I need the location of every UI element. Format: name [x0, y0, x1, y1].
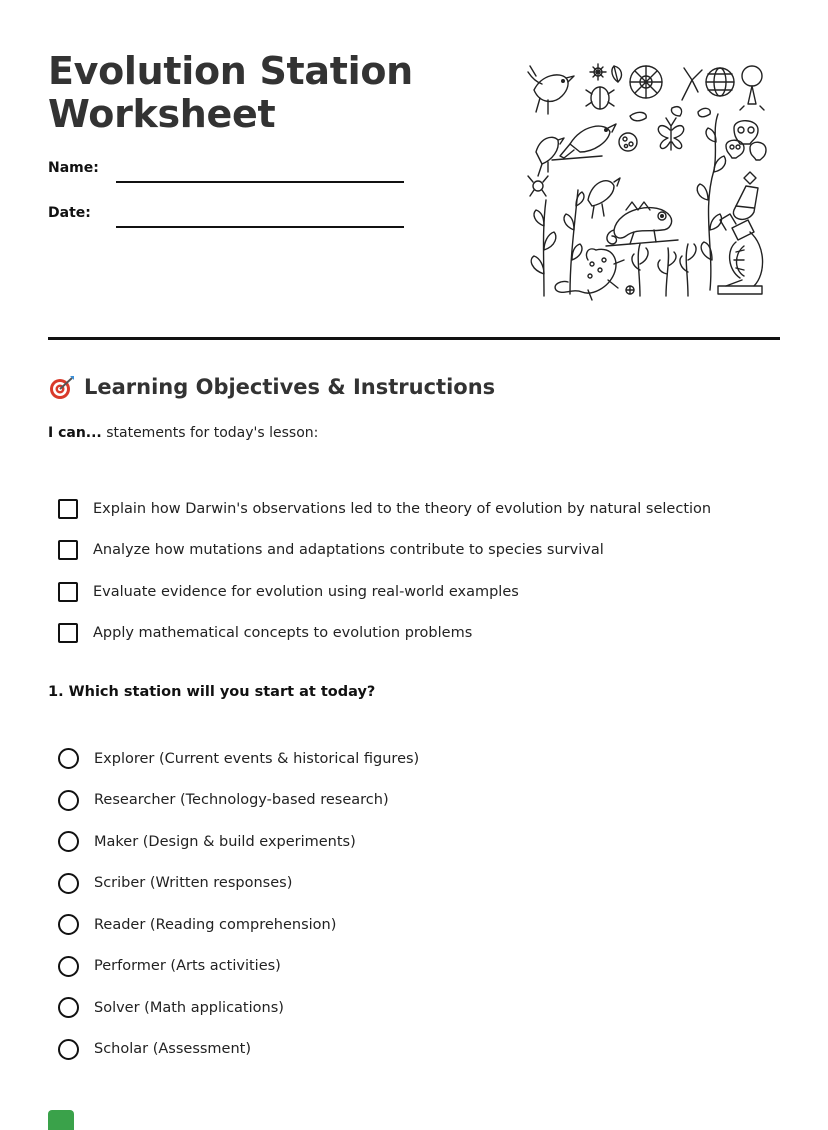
- station-option-label: Maker (Design & build experiments): [94, 833, 356, 850]
- station-radio[interactable]: [58, 914, 79, 935]
- skull-icon: [726, 121, 766, 160]
- date-label: Date:: [48, 205, 91, 221]
- seed-icon: [619, 133, 637, 151]
- name-label: Name:: [48, 160, 99, 176]
- station-option-label: Solver (Math applications): [94, 999, 284, 1016]
- objectives-heading: [48, 374, 495, 400]
- magnifier-icon: [740, 66, 764, 110]
- station-radio[interactable]: [58, 873, 79, 894]
- cell-icon: [630, 66, 662, 98]
- chameleon-icon: [606, 202, 678, 246]
- station-option: [58, 1029, 419, 1071]
- butterfly-icon: [658, 118, 683, 150]
- evolution-illustration: [522, 60, 770, 302]
- station-option: [58, 946, 419, 988]
- objective-text: Analyze how mutations and adaptations contribute to species survival: [93, 542, 604, 559]
- question-1-label: 1. Which station will you start at today?: [48, 684, 376, 700]
- objective-item: [58, 488, 711, 530]
- station-option: [58, 863, 419, 905]
- intro-rest: statements for today's lesson:: [101, 425, 319, 441]
- beetle-icon: [586, 87, 614, 109]
- station-option: [58, 780, 419, 822]
- date-field[interactable]: [116, 226, 404, 228]
- objective-checkbox[interactable]: [58, 623, 78, 643]
- objective-item: [58, 571, 711, 613]
- station-radio[interactable]: [58, 790, 79, 811]
- objective-text: Evaluate evidence for evolution using real-world examples: [93, 583, 519, 600]
- lizard-icon: [555, 249, 624, 300]
- objective-item: [58, 530, 711, 572]
- station-option: [58, 738, 419, 780]
- name-field[interactable]: [116, 181, 404, 183]
- station-radio[interactable]: [58, 956, 79, 977]
- objectives-checklist: [58, 488, 711, 654]
- bird-icon: [588, 178, 620, 218]
- objective-text: Apply mathematical concepts to evolution problems: [93, 625, 473, 642]
- station-option-label: Researcher (Technology-based research): [94, 792, 389, 809]
- station-option-label: Reader (Reading comprehension): [94, 916, 337, 933]
- insect-icon: [528, 176, 548, 196]
- phylogeny-icon: [682, 68, 702, 100]
- station-option: [58, 904, 419, 946]
- objective-checkbox[interactable]: [58, 499, 78, 519]
- objectives-heading-text: Learning Objectives & Instructions: [84, 375, 496, 399]
- station-radio[interactable]: [58, 1039, 79, 1060]
- book-icon: [48, 1110, 74, 1130]
- station-option-label: Explorer (Current events & historical figures): [94, 750, 420, 767]
- objective-checkbox[interactable]: [58, 582, 78, 602]
- microscope-icon: [718, 214, 763, 294]
- vine-icon: [697, 114, 725, 290]
- flower-icon: [590, 64, 606, 80]
- page-title: Evolution Station Worksheet: [48, 49, 413, 136]
- intro-text: [48, 425, 318, 441]
- station-option: [58, 821, 419, 863]
- grass-icon: [626, 244, 696, 296]
- station-option-label: Scriber (Written responses): [94, 875, 293, 892]
- intro-bold: I can...: [48, 425, 102, 441]
- next-section-heading: [48, 1110, 74, 1130]
- bird-icon: [528, 66, 574, 114]
- station-options: [58, 738, 419, 1070]
- station-radio[interactable]: [58, 831, 79, 852]
- target-icon: [48, 374, 76, 400]
- objective-checkbox[interactable]: [58, 540, 78, 560]
- plant-icon: [531, 190, 584, 296]
- station-radio[interactable]: [58, 748, 79, 769]
- globe-icon: [706, 68, 734, 96]
- station-option-label: Scholar (Assessment): [94, 1041, 252, 1058]
- objective-text: Explain how Darwin's observations led to the theory of evolution by natural selection: [93, 500, 712, 517]
- flask-icon: [733, 172, 758, 219]
- objective-item: [58, 613, 711, 655]
- station-option: [58, 987, 419, 1029]
- section-divider: [48, 337, 780, 340]
- leaf-icon: [612, 66, 622, 82]
- station-radio[interactable]: [58, 997, 79, 1018]
- station-option-label: Performer (Arts activities): [94, 958, 281, 975]
